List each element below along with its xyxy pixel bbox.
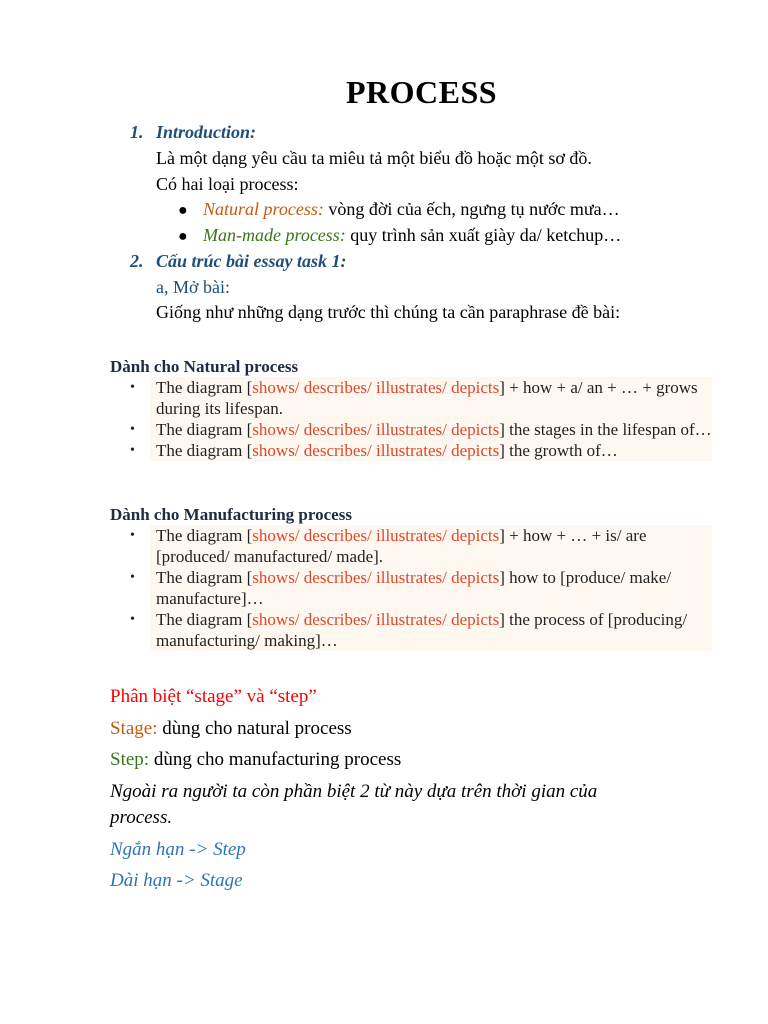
item-text: ] the stages in the lifespan of… (499, 420, 712, 439)
item-verbs: shows/ describes/ illustrates/ depicts (252, 378, 500, 397)
bullet-icon: • (130, 443, 135, 458)
item-verbs: shows/ describes/ illustrates/ depicts (252, 568, 500, 587)
item-verbs: shows/ describes/ illustrates/ depicts (252, 526, 500, 545)
item-text: ] + how + a/ an + … + grows during its lifespan. (156, 378, 698, 418)
list-item (130, 419, 712, 440)
distinguish-heading: Phân biệt “stage” và “step” (110, 686, 317, 707)
intro-bullet-manmade (178, 223, 621, 249)
item-verbs: shows/ describes/ illustrates/ depicts (252, 441, 500, 460)
intro-heading-number: 1. (130, 122, 144, 142)
list-item (130, 525, 712, 567)
item-text: ] + how + … + is/ are [produced/ manufactured/ made]. (156, 526, 647, 566)
list-item (130, 609, 712, 651)
manufacturing-template-box (130, 525, 712, 651)
stage-label: Stage: (110, 718, 158, 739)
page-title: PROCESS (345, 74, 498, 110)
structure-heading-text: Cấu trúc bài essay task 1: (156, 251, 347, 271)
intro-heading (130, 120, 256, 144)
manufacturing-section-heading: Dành cho Manufacturing process (110, 505, 352, 524)
natural-template-box (130, 377, 712, 461)
step-label: Step: (110, 749, 150, 770)
bullet-icon: ● (178, 202, 188, 219)
intro-heading-text: Introduction: (156, 122, 257, 142)
structure-heading (130, 249, 347, 273)
bullet-icon: • (130, 528, 135, 543)
intro-bullet-natural (178, 197, 620, 223)
natural-process-label: Natural process: (203, 199, 324, 219)
bullet-icon: • (130, 380, 135, 395)
step-text: dùng cho manufacturing process (149, 749, 402, 770)
manmade-process-label: Man-made process: (203, 225, 346, 245)
bullet-icon: ● (178, 228, 188, 245)
long-term-rule: Dài hạn -> Stage (110, 870, 243, 891)
list-item (130, 567, 712, 609)
intro-line-2: Có hai loại process: (156, 174, 299, 194)
item-text: The diagram [ (156, 441, 253, 460)
item-text: The diagram [ (156, 610, 253, 629)
list-item (130, 377, 712, 419)
structure-subheading: a, Mở bài: (156, 277, 231, 297)
bullet-icon: • (130, 612, 135, 627)
item-text: ] how to [produce/ make/ manufacture]… (156, 568, 672, 608)
item-text: The diagram [ (156, 420, 253, 439)
structure-heading-number: 2. (130, 251, 144, 271)
item-text: The diagram [ (156, 568, 253, 587)
distinguish-note: Ngoài ra người ta còn phần biệt 2 từ này dựa trên thời gian của process. (110, 781, 598, 828)
manmade-process-text: quy trình sản xuất giày da/ ketchup… (345, 225, 622, 245)
bullet-icon: • (130, 570, 135, 585)
short-term-rule: Ngắn hạn -> Step (110, 839, 246, 860)
step-definition (110, 747, 401, 773)
structure-line: Giống như những dạng trước thì chúng ta cần paraphrase đề bài: (156, 302, 621, 322)
bullet-icon: • (130, 422, 135, 437)
stage-text: dùng cho natural process (157, 718, 352, 739)
natural-process-text: vòng đời của ếch, ngưng tụ nước mưa… (323, 199, 620, 219)
item-verbs: shows/ describes/ illustrates/ depicts (252, 420, 500, 439)
list-item (130, 440, 712, 461)
stage-definition (110, 716, 352, 742)
item-text: ] the process of [producing/ manufacturing/ making]… (156, 610, 688, 650)
intro-line-1: Là một dạng yêu cầu ta miêu tả một biểu đồ hoặc một sơ đồ. (156, 148, 592, 168)
item-text: The diagram [ (156, 378, 253, 397)
item-text: The diagram [ (156, 526, 253, 545)
item-text: ] the growth of… (499, 441, 618, 460)
natural-section-heading: Dành cho Natural process (110, 357, 299, 376)
item-verbs: shows/ describes/ illustrates/ depicts (252, 610, 500, 629)
